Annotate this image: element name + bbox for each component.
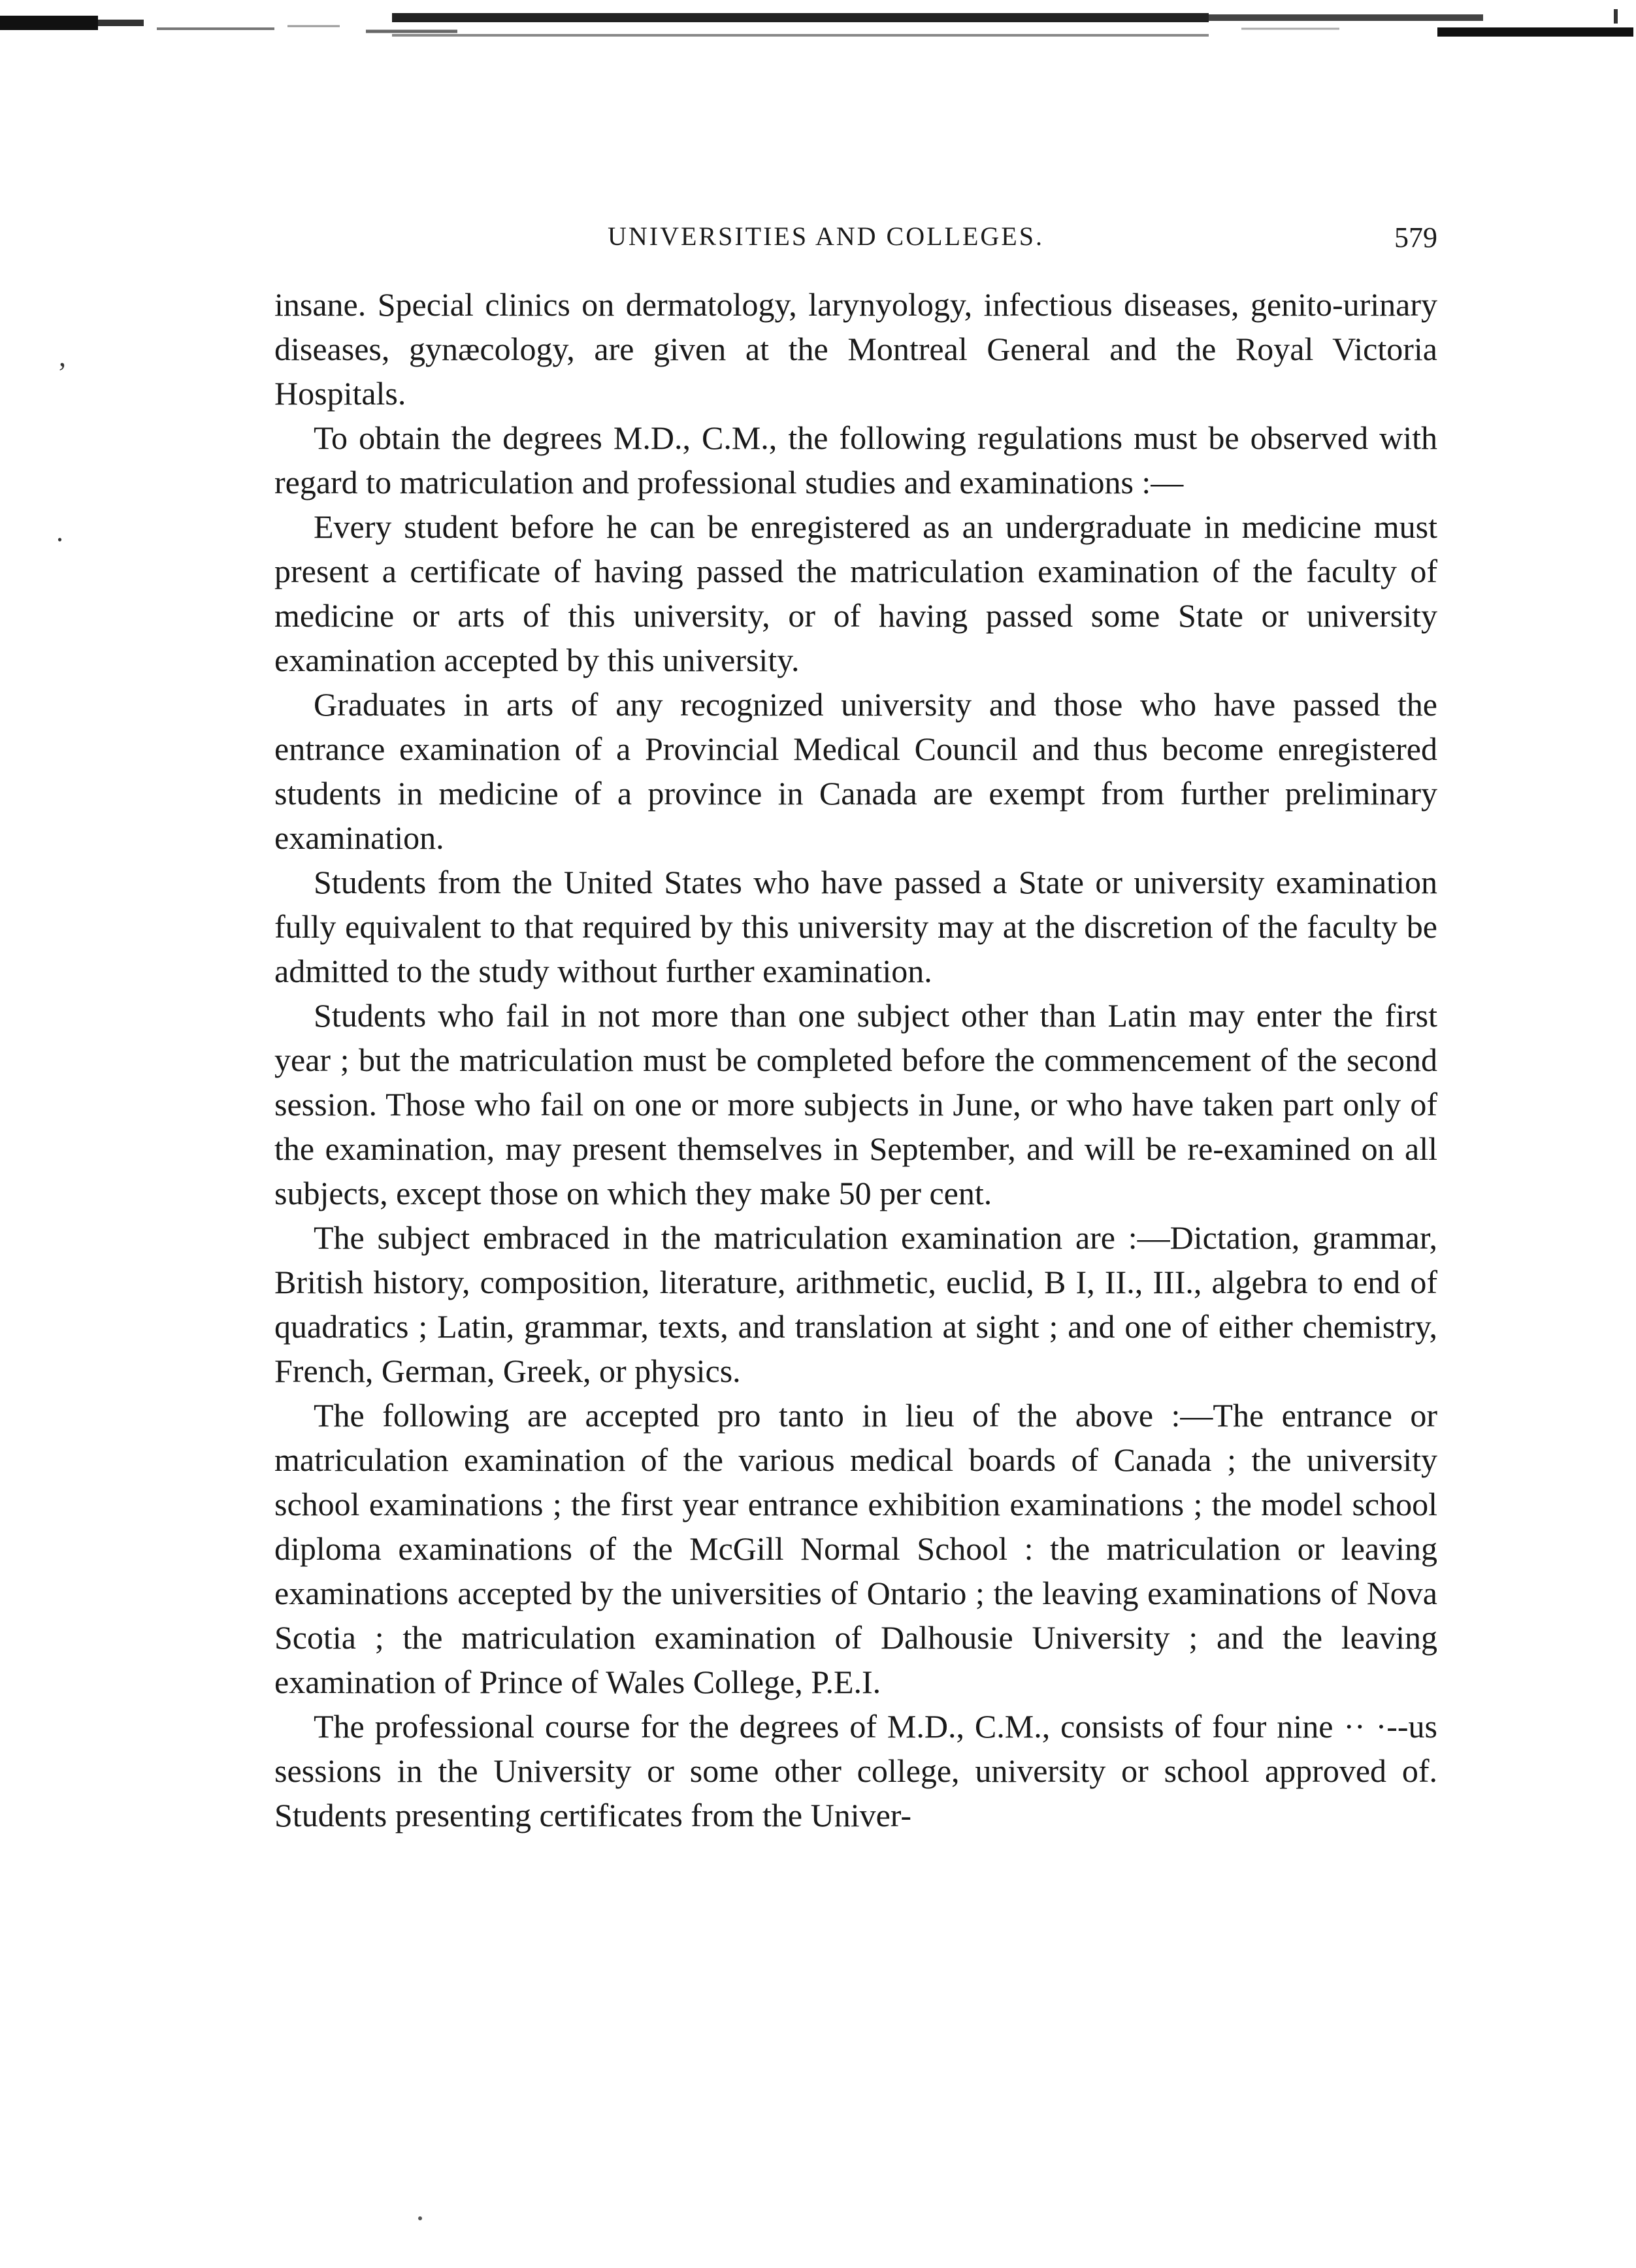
paragraph-5: Students from the United States who have passed a State or university examination fully equivalent to that required by this university may at the discretion of the faculty be admitted to the study without further examination. xyxy=(274,864,1437,989)
paragraph-8: The following are accepted pro tanto in lieu of the above :—The entrance or matriculation examination of the various medical boards of Canada ; the university school examinations ; the first year entrance exhibition examinations ; the model school diploma examinations of the McGill Normal School : the matriculation or leaving examinations accepted by the universities of Ontario ; the leaving examinations of Nova Scotia ; the matriculation examination of Dalhousie University ; and the leaving examination of Prince of Wales College, P.E.I. xyxy=(274,1397,1437,1700)
scan-speck xyxy=(418,2216,422,2220)
top-scan-rule xyxy=(0,9,1636,48)
margin-comma-mark: , xyxy=(59,340,66,372)
margin-dot-mark: . xyxy=(56,516,63,548)
paragraph-2: To obtain the degrees M.D., C.M., the following regulations must be observed with regard to matriculation and professional studies and examinations :— xyxy=(274,419,1437,501)
page-header xyxy=(274,221,1437,260)
paragraph-9: The professional course for the degrees of M.D., C.M., consists of four nine ·· ·-‐us sessions in the University or some other college, university or school approved of. Students presenting certificates from the Univer- xyxy=(274,1708,1437,1833)
running-head: UNIVERSITIES AND COLLEGES. xyxy=(608,222,1044,251)
paragraph-6: Students who fail in not more than one subject other than Latin may enter the first year ; but the matriculation must be completed before the commencement of the second session. Those who fail on one or more subjects in June, or who have taken part only of the examination, may present themselves in September, and will be re-examined on all subjects, except those on which they make 50 per cent. xyxy=(274,997,1437,1211)
paragraph-7: The subject embraced in the matriculation examination are :—Dictation, grammar, British history, composition, literature, arithmetic, euclid, B I, II., III., algebra to end of quadratics ; Latin, grammar, texts, and translation at sight ; and one of either chemistry, French, German, Greek, or physics. xyxy=(274,1219,1437,1389)
page-number: 579 xyxy=(1394,222,1437,254)
body-text xyxy=(274,282,1437,1837)
paragraph-3: Every student before he can be enregistered as an undergraduate in medicine must present a certificate of having passed the matriculation examination of the faculty of medicine or arts of this university, or of having passed some State or university examination accepted by this university. xyxy=(274,508,1437,678)
paragraph-1: insane. Special clinics on dermatology, larynyology, infectious diseases, genito-urinary diseases, gynæcology, are given at the Montreal General and the Royal Victoria Hospitals. xyxy=(274,286,1437,412)
paragraph-4: Graduates in arts of any recognized university and those who have passed the entrance examination of a Provincial Medical Council and thus become enregistered students in medicine of a province in Canada are exempt from further preliminary examination. xyxy=(274,686,1437,856)
